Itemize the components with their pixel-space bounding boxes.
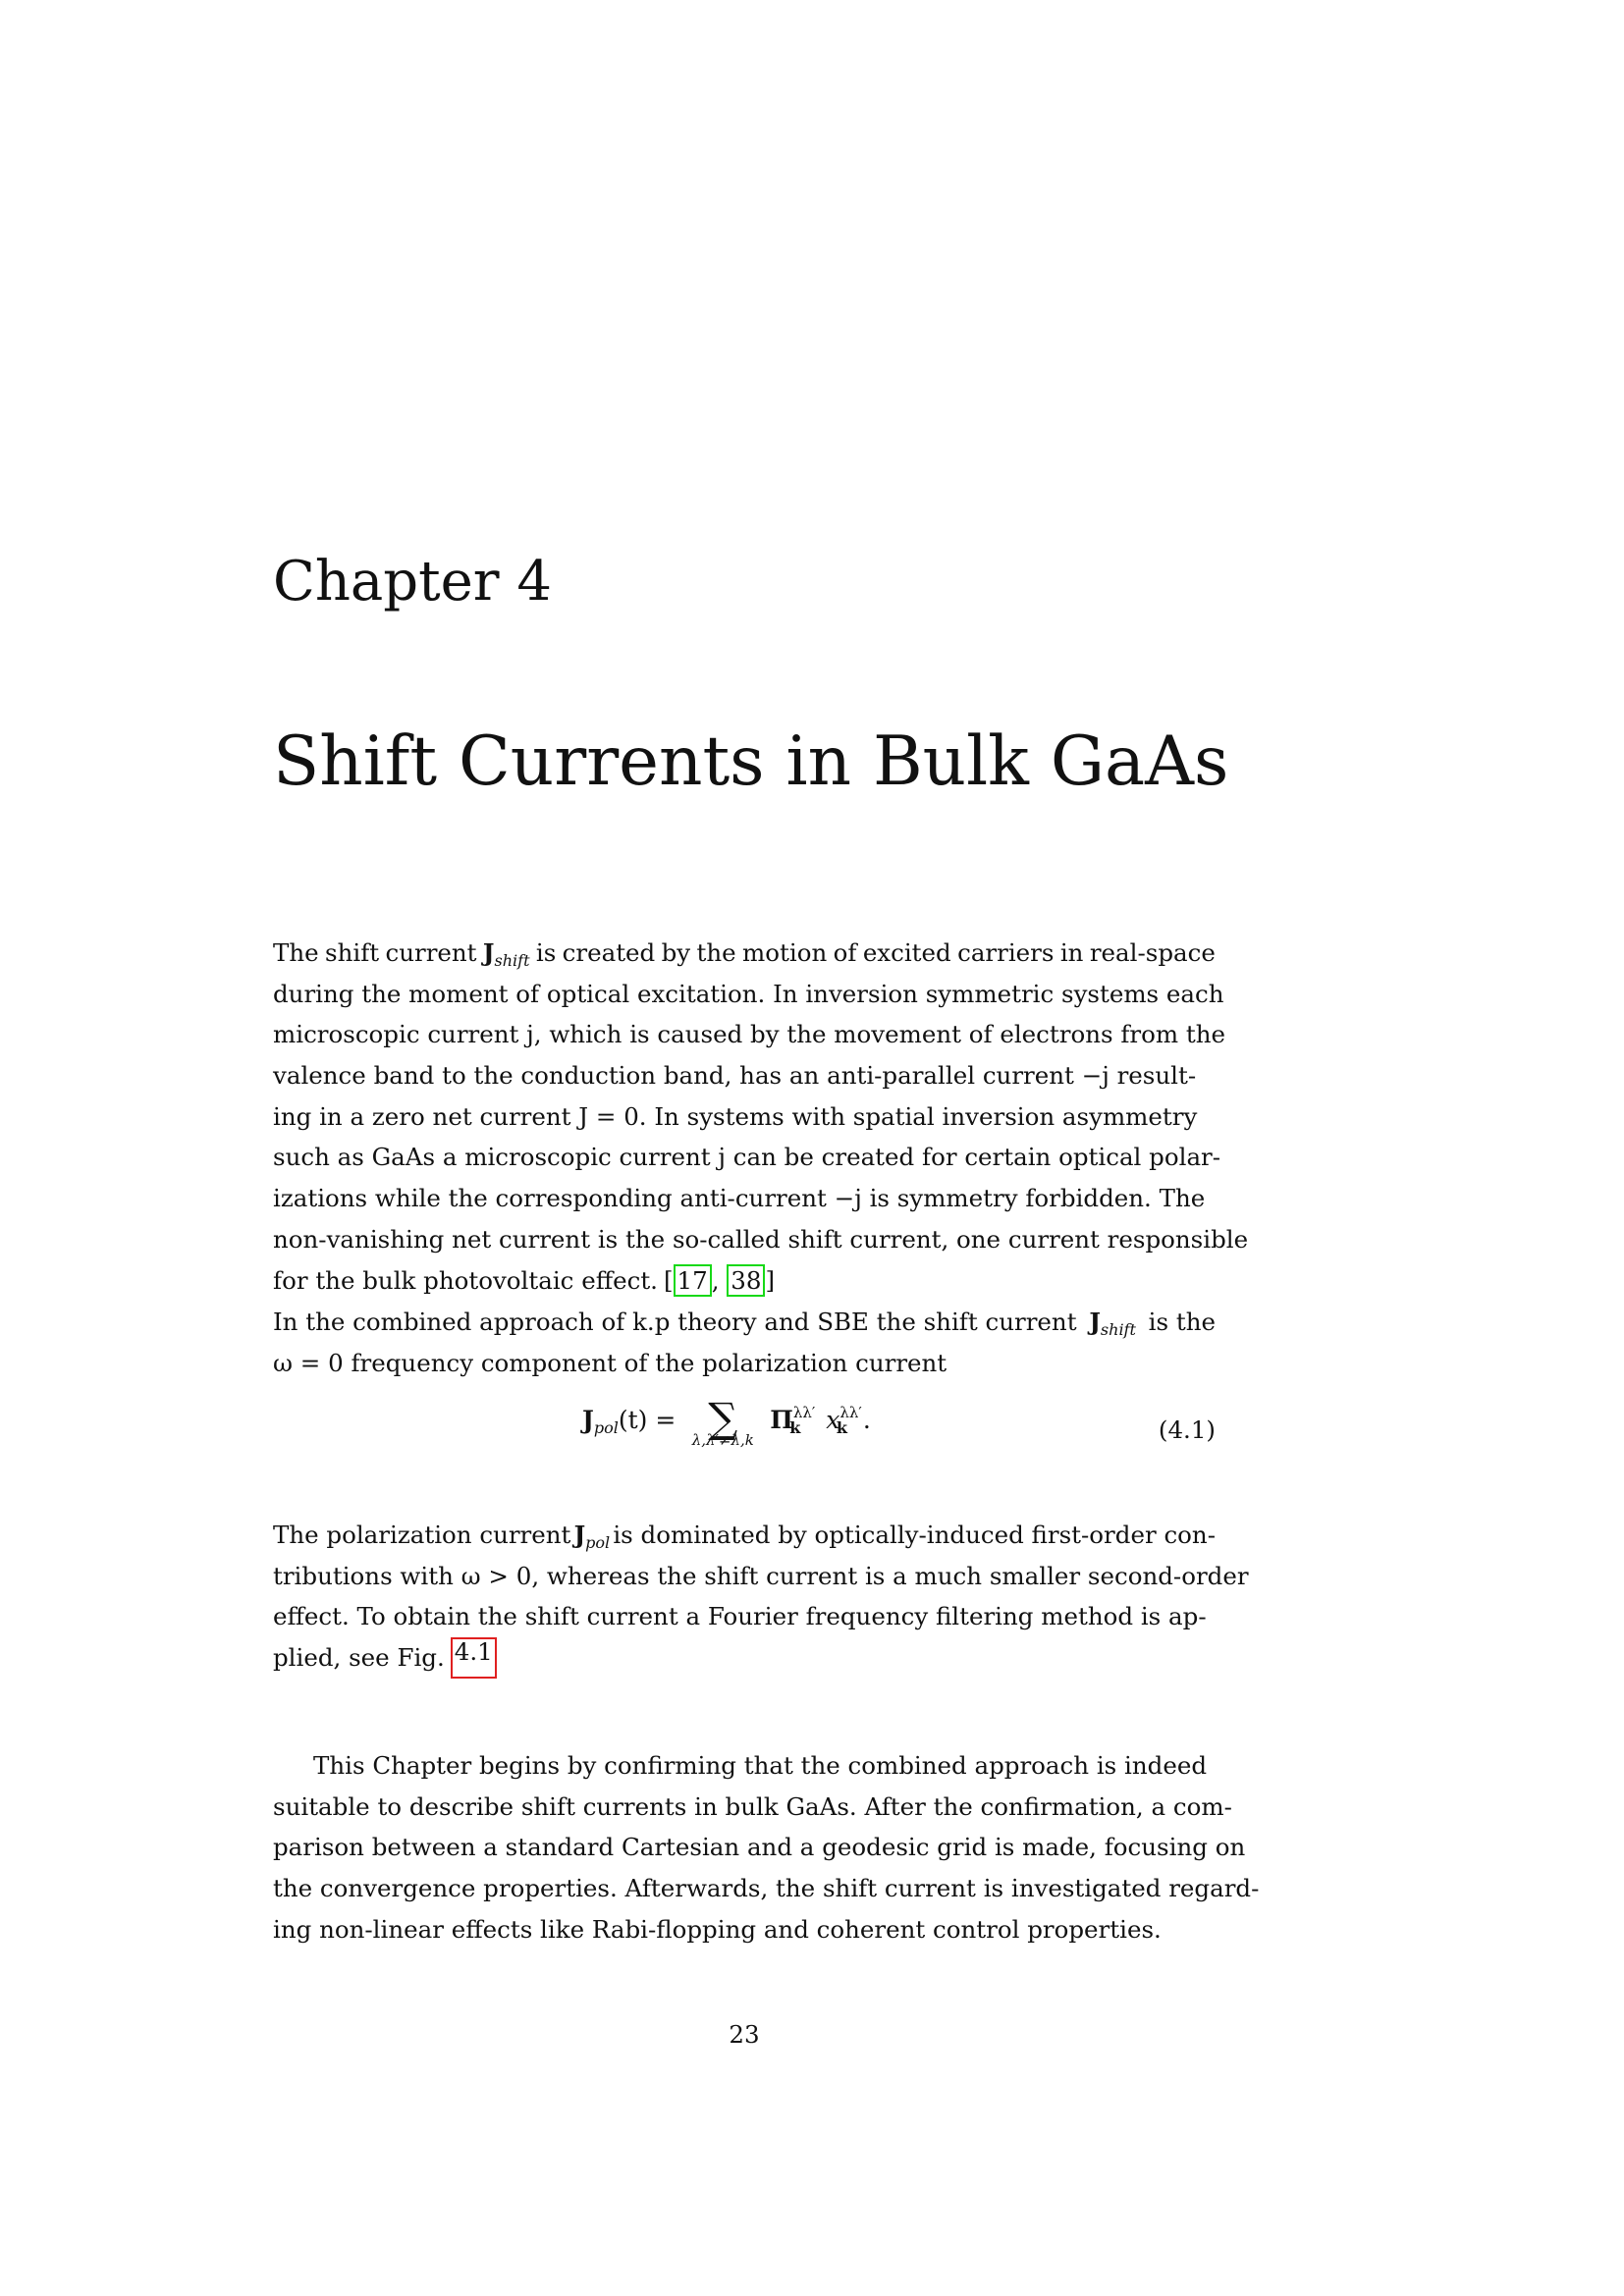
text-line: microscopic current j, which is caused by the movement of electrons from the bbox=[273, 1020, 1226, 1049]
text-line: effect. To obtain the shift current a Fourier frequency filtering method is ap- bbox=[273, 1602, 1207, 1631]
paragraph-polarization-current bbox=[273, 1515, 1249, 1679]
text-line: the convergence properties. Afterwards, the shift current is investigated regard- bbox=[273, 1874, 1260, 1903]
text-line: ω = 0 frequency component of the polarization current bbox=[273, 1348, 947, 1377]
text-line: The polarization current $J_{pol}$ is dominated by optically-induced first-order con- bbox=[273, 1521, 1216, 1552]
text-line: This Chapter begins by confirming that the combined approach is indeed bbox=[313, 1751, 1208, 1780]
text-line: valence band to the conduction band, has an anti-parallel current −j result- bbox=[273, 1061, 1197, 1091]
text-line: suitable to describe shift currents in bulk GaAs. After the confirmation, a com- bbox=[273, 1791, 1232, 1821]
equation-body: $J_{pol}(t)$ = ∑ λ,λ′≠λ,k $\Pi^{\lambda\lambda'}_k$ $x^{\lambda\lambda'}_k$ . bbox=[582, 1394, 871, 1449]
paragraph-combined-approach bbox=[273, 1302, 1216, 1383]
text-line: tributions with ω > 0, whereas the shift current is a much smaller second-order bbox=[273, 1561, 1249, 1590]
paragraph-chapter-outline bbox=[273, 1745, 1260, 1949]
text-line: for the bulk photovoltaic effect. [ 17 , 38 ] bbox=[273, 1265, 776, 1295]
text-line: ing non-linear effects like Rabi-flopping and coherent control properties. bbox=[273, 1914, 1162, 1944]
text-line: parison between a standard Cartesian and a geodesic grid is made, focusing on bbox=[273, 1833, 1246, 1862]
text-line: izations while the corresponding anti-current −j is symmetry forbidden. The bbox=[273, 1184, 1206, 1213]
equation-number: (4.1) bbox=[1158, 1415, 1216, 1444]
summation: ∑ λ,λ′≠λ,k bbox=[691, 1394, 754, 1449]
text-line: non-vanishing net current is the so-called shift current, one current responsible bbox=[273, 1224, 1249, 1254]
text-line: In the combined approach of k.p theory and SBE the shift current $J_{shift}$ is the bbox=[273, 1308, 1216, 1339]
chapter-title: Shift Currents in Bulk GaAs bbox=[273, 722, 1229, 801]
text-line: The shift current $J_{shift}$ is created by the motion of excited carriers in real-space bbox=[273, 938, 1216, 970]
equation-4-1 bbox=[273, 1394, 1216, 1484]
text-line: such as GaAs a microscopic current j can be created for certain optical polar- bbox=[273, 1143, 1221, 1172]
page-number: 23 bbox=[729, 2020, 760, 2049]
figure-ref-link[interactable]: 4.1 bbox=[451, 1637, 497, 1679]
chapter-label: Chapter 4 bbox=[273, 550, 552, 614]
text-line: plied, see Fig. 4.1 bbox=[273, 1637, 1216, 1679]
text-line: ing in a zero net current J = 0. In systems with spatial inversion asymmetry bbox=[273, 1101, 1198, 1131]
text-line: during the moment of optical excitation. In inversion symmetric systems each bbox=[273, 979, 1224, 1008]
citation-link-17[interactable]: 17 bbox=[674, 1264, 712, 1297]
citation-link-38[interactable]: 38 bbox=[727, 1264, 765, 1297]
paragraph-intro bbox=[273, 933, 1249, 1301]
